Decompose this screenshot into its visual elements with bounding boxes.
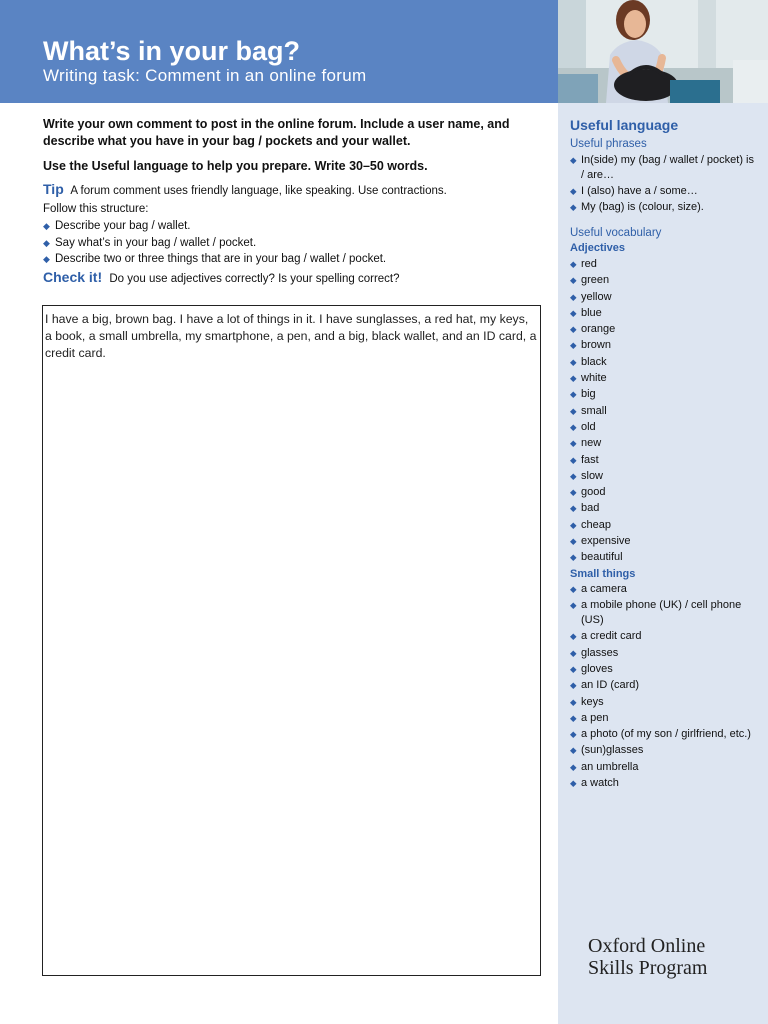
diamond-bullet-icon: ◆	[570, 647, 577, 658]
diamond-bullet-icon: ◆	[570, 552, 577, 563]
answer-text-box[interactable]: I have a big, brown bag. I have a lot of things in it. I have sunglasses, a red hat, my keys, a book, a small umbrella, my smartphone, a pen, and a big, black wallet, and an ID card, a credit card.	[42, 305, 541, 976]
diamond-bullet-icon: ◆	[570, 761, 577, 772]
list-item: ◆ I (also) have a / some…	[570, 185, 698, 198]
list-item: ◆ (sun)glasses	[570, 744, 644, 757]
list-item: ◆ cheap	[570, 518, 611, 531]
structure-label: Follow this structure:	[43, 203, 149, 215]
header-photo	[558, 0, 768, 103]
list-item: ◆ My (bag) is (colour, size).	[570, 201, 704, 214]
diamond-bullet-icon: ◆	[570, 712, 577, 723]
list-item: ◆ Describe your bag / wallet.	[43, 218, 543, 235]
list-item: ◆ big	[570, 388, 596, 401]
list-item: ◆ Say what’s in your bag / wallet / pocket.	[43, 235, 543, 252]
list-item: ◆ new	[570, 437, 602, 450]
diamond-bullet-icon: ◆	[570, 536, 577, 547]
logo-line-1: Oxford Online	[588, 935, 706, 957]
check-line	[43, 269, 543, 288]
list-item: ◆ white	[570, 372, 607, 385]
diamond-bullet-icon: ◆	[570, 470, 577, 481]
adjectives-heading: Adjectives	[570, 242, 626, 254]
diamond-bullet-icon: ◆	[570, 202, 577, 213]
list-item: ◆ expensive	[570, 535, 631, 548]
diamond-bullet-icon: ◆	[570, 663, 577, 674]
diamond-bullet-icon: ◆	[570, 487, 577, 498]
sidebar-heading: Useful language	[570, 117, 679, 133]
diamond-bullet-icon: ◆	[570, 600, 577, 611]
diamond-bullet-icon: ◆	[570, 356, 577, 367]
diamond-bullet-icon: ◆	[570, 421, 577, 432]
list-item: ◆ a pen	[570, 711, 609, 724]
list-item: ◆ a photo (of my son / girlfriend, etc.)	[570, 728, 751, 741]
instructions-word-count: Use the Useful language to help you prepare. Write 30–50 words.	[43, 159, 428, 173]
logo-line-2: Skills Program	[588, 957, 708, 979]
list-item: ◆ good	[570, 486, 606, 499]
list-item: ◆ blue	[570, 306, 602, 319]
list-item: ◆ a credit card	[570, 630, 642, 643]
list-item: ◆ a watch	[570, 777, 619, 790]
diamond-bullet-icon: ◆	[570, 778, 577, 789]
list-item: ◆ an umbrella	[570, 760, 639, 773]
check-text: Do you use adjectives correctly? Is your spelling correct?	[109, 273, 400, 285]
diamond-bullet-icon: ◆	[570, 405, 577, 416]
diamond-bullet-icon: ◆	[570, 454, 577, 465]
diamond-bullet-icon: ◆	[570, 696, 577, 707]
oxford-logo	[588, 935, 707, 979]
diamond-bullet-icon: ◆	[43, 221, 50, 231]
list-item: ◆ green	[570, 274, 610, 287]
list-item: ◆ keys	[570, 695, 604, 708]
check-label: Check it!	[43, 269, 103, 285]
diamond-bullet-icon: ◆	[570, 275, 577, 286]
list-item: ◆ an ID (card)	[570, 679, 640, 692]
list-item: ◆ In(side) my (bag / wallet / pocket) is / are…	[570, 154, 755, 181]
diamond-bullet-icon: ◆	[570, 503, 577, 514]
diamond-bullet-icon: ◆	[570, 324, 577, 335]
page-subtitle: Writing task: Comment in an online forum	[43, 66, 367, 85]
diamond-bullet-icon: ◆	[570, 259, 577, 269]
diamond-bullet-icon: ◆	[570, 389, 577, 400]
diamond-bullet-icon: ◆	[570, 631, 577, 642]
diamond-bullet-icon: ◆	[570, 438, 577, 449]
phrases-heading: Useful phrases	[570, 138, 647, 150]
diamond-bullet-icon: ◆	[570, 186, 577, 197]
diamond-bullet-icon: ◆	[570, 729, 577, 740]
list-item: ◆ a mobile phone (UK) / cell phone (US)	[570, 599, 742, 627]
diamond-bullet-icon: ◆	[570, 745, 577, 756]
diamond-bullet-icon: ◆	[570, 519, 577, 530]
list-item: ◆ orange	[570, 323, 616, 336]
list-item: ◆ beautiful	[570, 551, 623, 564]
small-things-heading: Small things	[570, 568, 636, 580]
diamond-bullet-icon: ◆	[570, 584, 577, 594]
header-banner	[0, 0, 558, 103]
adjectives-list	[570, 257, 760, 567]
tip-text: A forum comment uses friendly language, like speaking. Use contractions.	[70, 185, 447, 197]
diamond-bullet-icon: ◆	[570, 307, 577, 318]
list-item: ◆ Describe two or three things that are in your bag / wallet / pocket.	[43, 251, 543, 268]
vocab-heading: Useful vocabulary	[570, 227, 662, 239]
tip-line	[43, 181, 543, 200]
diamond-bullet-icon: ◆	[43, 237, 50, 248]
diamond-bullet-icon: ◆	[570, 155, 577, 165]
list-item: ◆ glasses	[570, 646, 619, 659]
diamond-bullet-icon: ◆	[43, 254, 50, 264]
list-item: ◆ red	[570, 258, 597, 270]
small-things-list	[570, 582, 760, 792]
tip-label: Tip	[43, 181, 64, 197]
woman-with-bag-image	[558, 0, 768, 103]
list-item: ◆ yellow	[570, 290, 612, 303]
list-item: ◆ fast	[570, 453, 599, 466]
diamond-bullet-icon: ◆	[570, 291, 577, 302]
list-item: ◆ gloves	[570, 662, 613, 675]
list-item: ◆ black	[570, 355, 607, 368]
instructions-intro: Write your own comment to post in the online forum. Include a user name, and describe what you have in your bag / pockets and your wallet.	[43, 117, 510, 148]
list-item: ◆ bad	[570, 502, 600, 515]
diamond-bullet-icon: ◆	[570, 340, 577, 351]
page-title: What’s in your bag?	[43, 36, 301, 66]
list-item: ◆ slow	[570, 469, 604, 482]
structure-steps	[43, 218, 543, 268]
diamond-bullet-icon: ◆	[570, 680, 577, 691]
list-item: ◆ a camera	[570, 583, 627, 595]
list-item: ◆ small	[570, 404, 607, 417]
diamond-bullet-icon: ◆	[570, 373, 577, 384]
list-item: ◆ brown	[570, 339, 611, 352]
phrases-list	[570, 153, 760, 217]
list-item: ◆ old	[570, 420, 596, 433]
